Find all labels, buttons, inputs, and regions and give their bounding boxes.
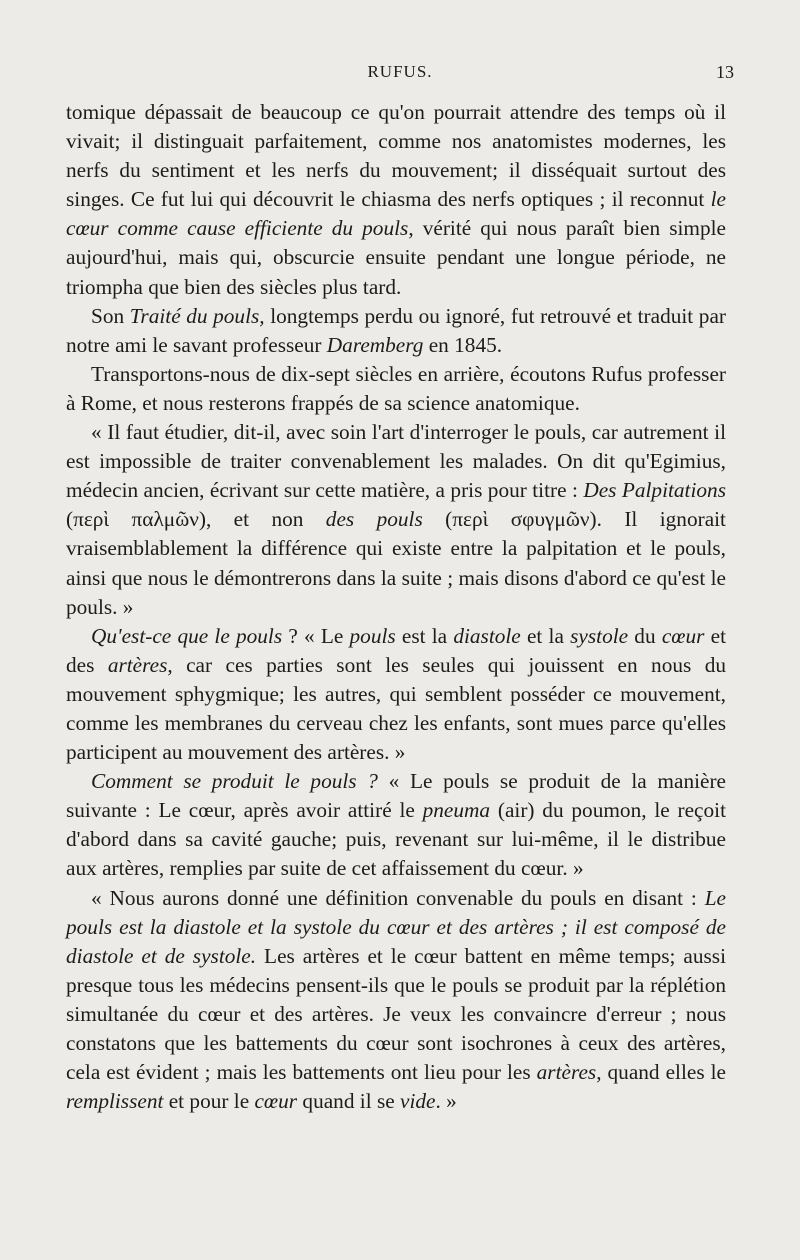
- text-run: , quand elles le: [596, 1060, 726, 1085]
- text-run: et la: [520, 623, 571, 648]
- italic-run: vide: [400, 1089, 436, 1114]
- italic-run: Des Palpitations: [583, 478, 726, 503]
- text-run: « Nous aurons donné une définition convenable du pouls en disant :: [91, 885, 705, 910]
- body-text: [66, 98, 726, 1116]
- text-run: du: [628, 623, 662, 648]
- paragraph-6: [66, 767, 726, 883]
- italic-run: Comment se produit le pouls ?: [91, 769, 378, 794]
- paragraph-1: [66, 98, 726, 302]
- paragraph-2: [66, 302, 726, 360]
- text-run: Les artères et le cœur battent en même temps; aussi presque tous les médecins pensent-ils que le pouls se produit par la réplétion simultanée du cœur et des artères. Je veux les convaincre d'erreur ; nous constatons que les battements du cœur sont isochrones à ceux des artères, cela est évident ; mais les battements ont lieu pour les: [66, 943, 726, 1085]
- running-title: RUFUS.: [367, 62, 433, 81]
- text-run: (περὶ σφυγμῶν): [422, 507, 597, 532]
- paragraph-4: [66, 418, 726, 622]
- italic-run: des pouls: [325, 507, 423, 532]
- paragraph-3: Transportons-nous de dix-sept siècles en arrière, écoutons Rufus professer à Rome, et nous resterons frappés de sa science anatomique.: [66, 361, 726, 415]
- italic-run: systole: [570, 623, 629, 648]
- page-number: 13: [716, 62, 734, 82]
- text-run: (air) du poumon, le reçoit d'abord dans sa cavité gauche; puis, revenant sur lui-même, il le distribue aux artères, remplies par suite de cet affaissement du cœur. »: [66, 798, 726, 881]
- italic-run: diastole: [453, 623, 521, 648]
- italic-run: pouls: [349, 623, 396, 648]
- paragraph-5: [66, 622, 726, 767]
- running-head: [66, 62, 734, 86]
- text-run: . »: [435, 1089, 457, 1114]
- italic-run: artères: [536, 1060, 597, 1085]
- italic-run: cœur: [254, 1089, 298, 1114]
- text-run: Son: [91, 303, 130, 328]
- text-run: « Le pouls se produit de la manière suivante : Le cœur, après avoir attiré le: [66, 769, 727, 823]
- text-run: . Il ignorait vraisemblablement la différence qui existe entre la palpitation et le pouls, ainsi que nous le démontrerons dans la suite ; mais disons d'abord ce qu'est le pouls. »: [66, 507, 726, 619]
- text-run: ? « Le: [282, 623, 350, 648]
- text-run: et pour le: [163, 1089, 255, 1114]
- text-run: en 1845.: [423, 332, 503, 357]
- italic-run: Traité du pouls,: [129, 303, 265, 328]
- italic-run: cœur: [661, 623, 705, 648]
- text-run: est la: [395, 623, 454, 648]
- text-run: (περὶ παλμῶν), et non: [66, 507, 326, 532]
- italic-run: le cœur comme cause efficiente du pouls: [66, 187, 726, 241]
- italic-run: pneuma: [422, 798, 491, 823]
- text-run: tomique dépassait de beaucoup ce qu'on pourrait attendre des temps où il vivait; il distinguait parfaitement, comme nos anatomistes modernes, les nerfs du sentiment et les nerfs du mouvement; il disséquait surtout des singes. Ce fut lui qui découvrit le chiasma des nerfs optiques ; il reconnut: [66, 100, 726, 212]
- italic-run: Daremberg: [326, 332, 424, 357]
- italic-run: artères: [107, 652, 168, 677]
- text-run: , vérité qui nous paraît bien simple aujourd'hui, mais qui, obscurcie ensuite pendant une longue période, ne triompha que bien des siècles plus tard.: [66, 216, 726, 299]
- text-run: et des: [66, 623, 726, 677]
- italic-run: Le pouls est la diastole et la systole du cœur et des artères ; il est composé de diastole et de systole.: [66, 885, 726, 968]
- text-run: quand il se: [297, 1089, 401, 1114]
- text-run: longtemps perdu ou ignoré, fut retrouvé et traduit par notre ami le savant professeur: [66, 303, 727, 357]
- paragraph-7: [66, 884, 726, 1117]
- italic-run: Qu'est-ce que le pouls: [91, 623, 283, 648]
- text-run: , car ces parties sont les seules qui jouissent en nous du mouvement sphygmique; les autres, qui semblent posséder ce mouvement, comme les membranes du cerveau chez les enfants, sont mues parce qu'elles participent au mouvement des artères. »: [66, 652, 726, 765]
- italic-run: remplissent: [66, 1089, 164, 1114]
- text-run: « Il faut étudier, dit-il, avec soin l'art d'interroger le pouls, car autrement il est impossible de traiter convenablement les malades. On dit qu'Egimius, médecin ancien, écrivant sur cette matière, a pris pour titre :: [66, 420, 726, 503]
